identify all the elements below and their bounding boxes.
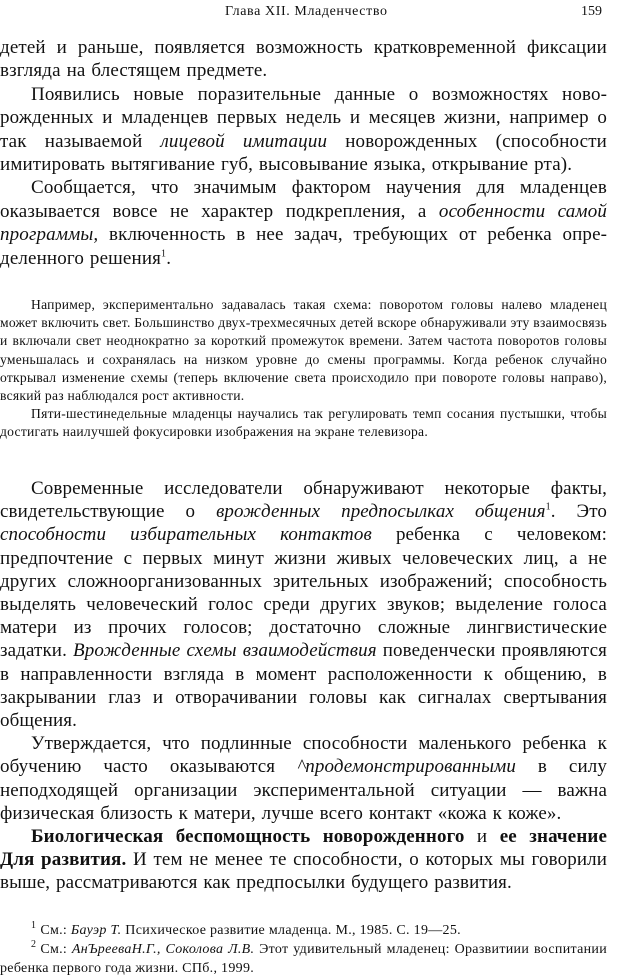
term-innate-schemes: Врожденные схемы взаимодействия [73,640,377,662]
main-text-block [0,36,607,270]
paragraph-5: Утверждается, что подлинные способности маленького ребенка к обучению часто оказываются ^продемонстрированными в силу неподходящей организации экспериментальной ситуации — важна физическая близость к матери, лучше всего контакт «кожа к коже». [0,733,607,824]
footnote-2: $^2$ См.: АнЪрееваН.Г., Соколова Л.В. Этот удивительный младенец: Оразвитиии воспитании ребенка первого года жизни. СПб., 1999. [0,939,607,976]
footnote-1: $^1$ См.: Бауэр Т. Психическое развитие младенца. М., 1985. С. 19—25. [31,920,461,938]
chapter-title: Глава XII. Младенчество [225,4,388,19]
paragraph-1: детей и раньше, появляется возможность кратковременной фиксации взгляда на блестящем предмете. [0,37,607,82]
term-selective-contacts: способности избирательных контактов [0,524,372,546]
term-demonstrated: ^продемонстрированными [297,756,516,778]
paragraph-2: Появились новые поразительные данные о возможностях новорожденных и младенцев первых недель и месяцев жизни, например о так называемой лицевой имитации новорожденных (способности имитировать вытягивание губ, высовывание языка, открывание рта). [0,83,607,176]
footnote-ref-1: 1 [161,248,167,260]
footnotes [0,921,607,978]
main-text-block-2 [0,477,607,895]
term-program-features: особенности самой программы, [0,200,607,246]
paragraph-4: Современные исследователи обнаруживают некоторые факты, свидетельствующие о врожденных предпосылках общения$^1$. Это способности избирательных контактов ребенка с человеком: предпочтение с первых минут жизни живых человеческих лиц, а не других сложноорганизованных зрительных изображений; способность выделять человеческий голос среди других звуков; выделение голоса матери из прочих голосов; достаточно сложные лингвистические задатки. Врожденные схемы взаимодействия поведенчески проявляются в направленности взгляда в момент расположенности к общению, в закрывании глаз и отворачивании головы как сигналах свертывания общения. [0,478,607,732]
heading-biological-helplessness: Биологическая беспомощность новорожденного [31,826,465,848]
running-header [0,4,620,26]
footnote-ref-2: 1 [545,501,551,513]
term-facial-imitation: лицевой имитации [160,130,328,152]
example-paragraph-1: Например, экспериментально задавалась такая схема: поворотом головы налево младенец может включить свет. Большинство двух-трехмесячных детей вскоре обнаруживали эту взаимосвязь и включали свет неоднократно за короткий промежуток времени. Затем частота поворотов головы уменьшалась и сохранялась на низком уровне до смены программы. Когда ребенок случайно открывал изменение схемы (теперь включение света происходило при повороте головы направо), всякий раз наблюдался рост активности. [0,297,607,404]
page-number: 159 [581,4,602,19]
small-print-block [0,296,607,442]
heading-significance-for-development: ее значение Для развития. [0,826,608,871]
paragraph-3: Сообщается, что значимым фактором научения для младенцев оказывается вовсе не характер подкрепления, а особенности самой программы, включенность в нее задач, требующих от ребенка определенного решения$^1$. [0,177,607,269]
example-paragraph-2: Пяти-шестинедельные младенцы научались так регулировать темп сосания пустышки, чтобы достигать наилучшей фокусировки изображения на экране телевизора. [0,406,607,440]
term-innate-prerequisites: врожденных предпосылках общения [216,501,546,523]
paragraph-6: Биологическая беспомощность новорожденного и ее значение Для развития. И тем не менее те способности, о которых мы говорили выше, рассматриваются как предпосылки будущего развития. [0,826,608,894]
